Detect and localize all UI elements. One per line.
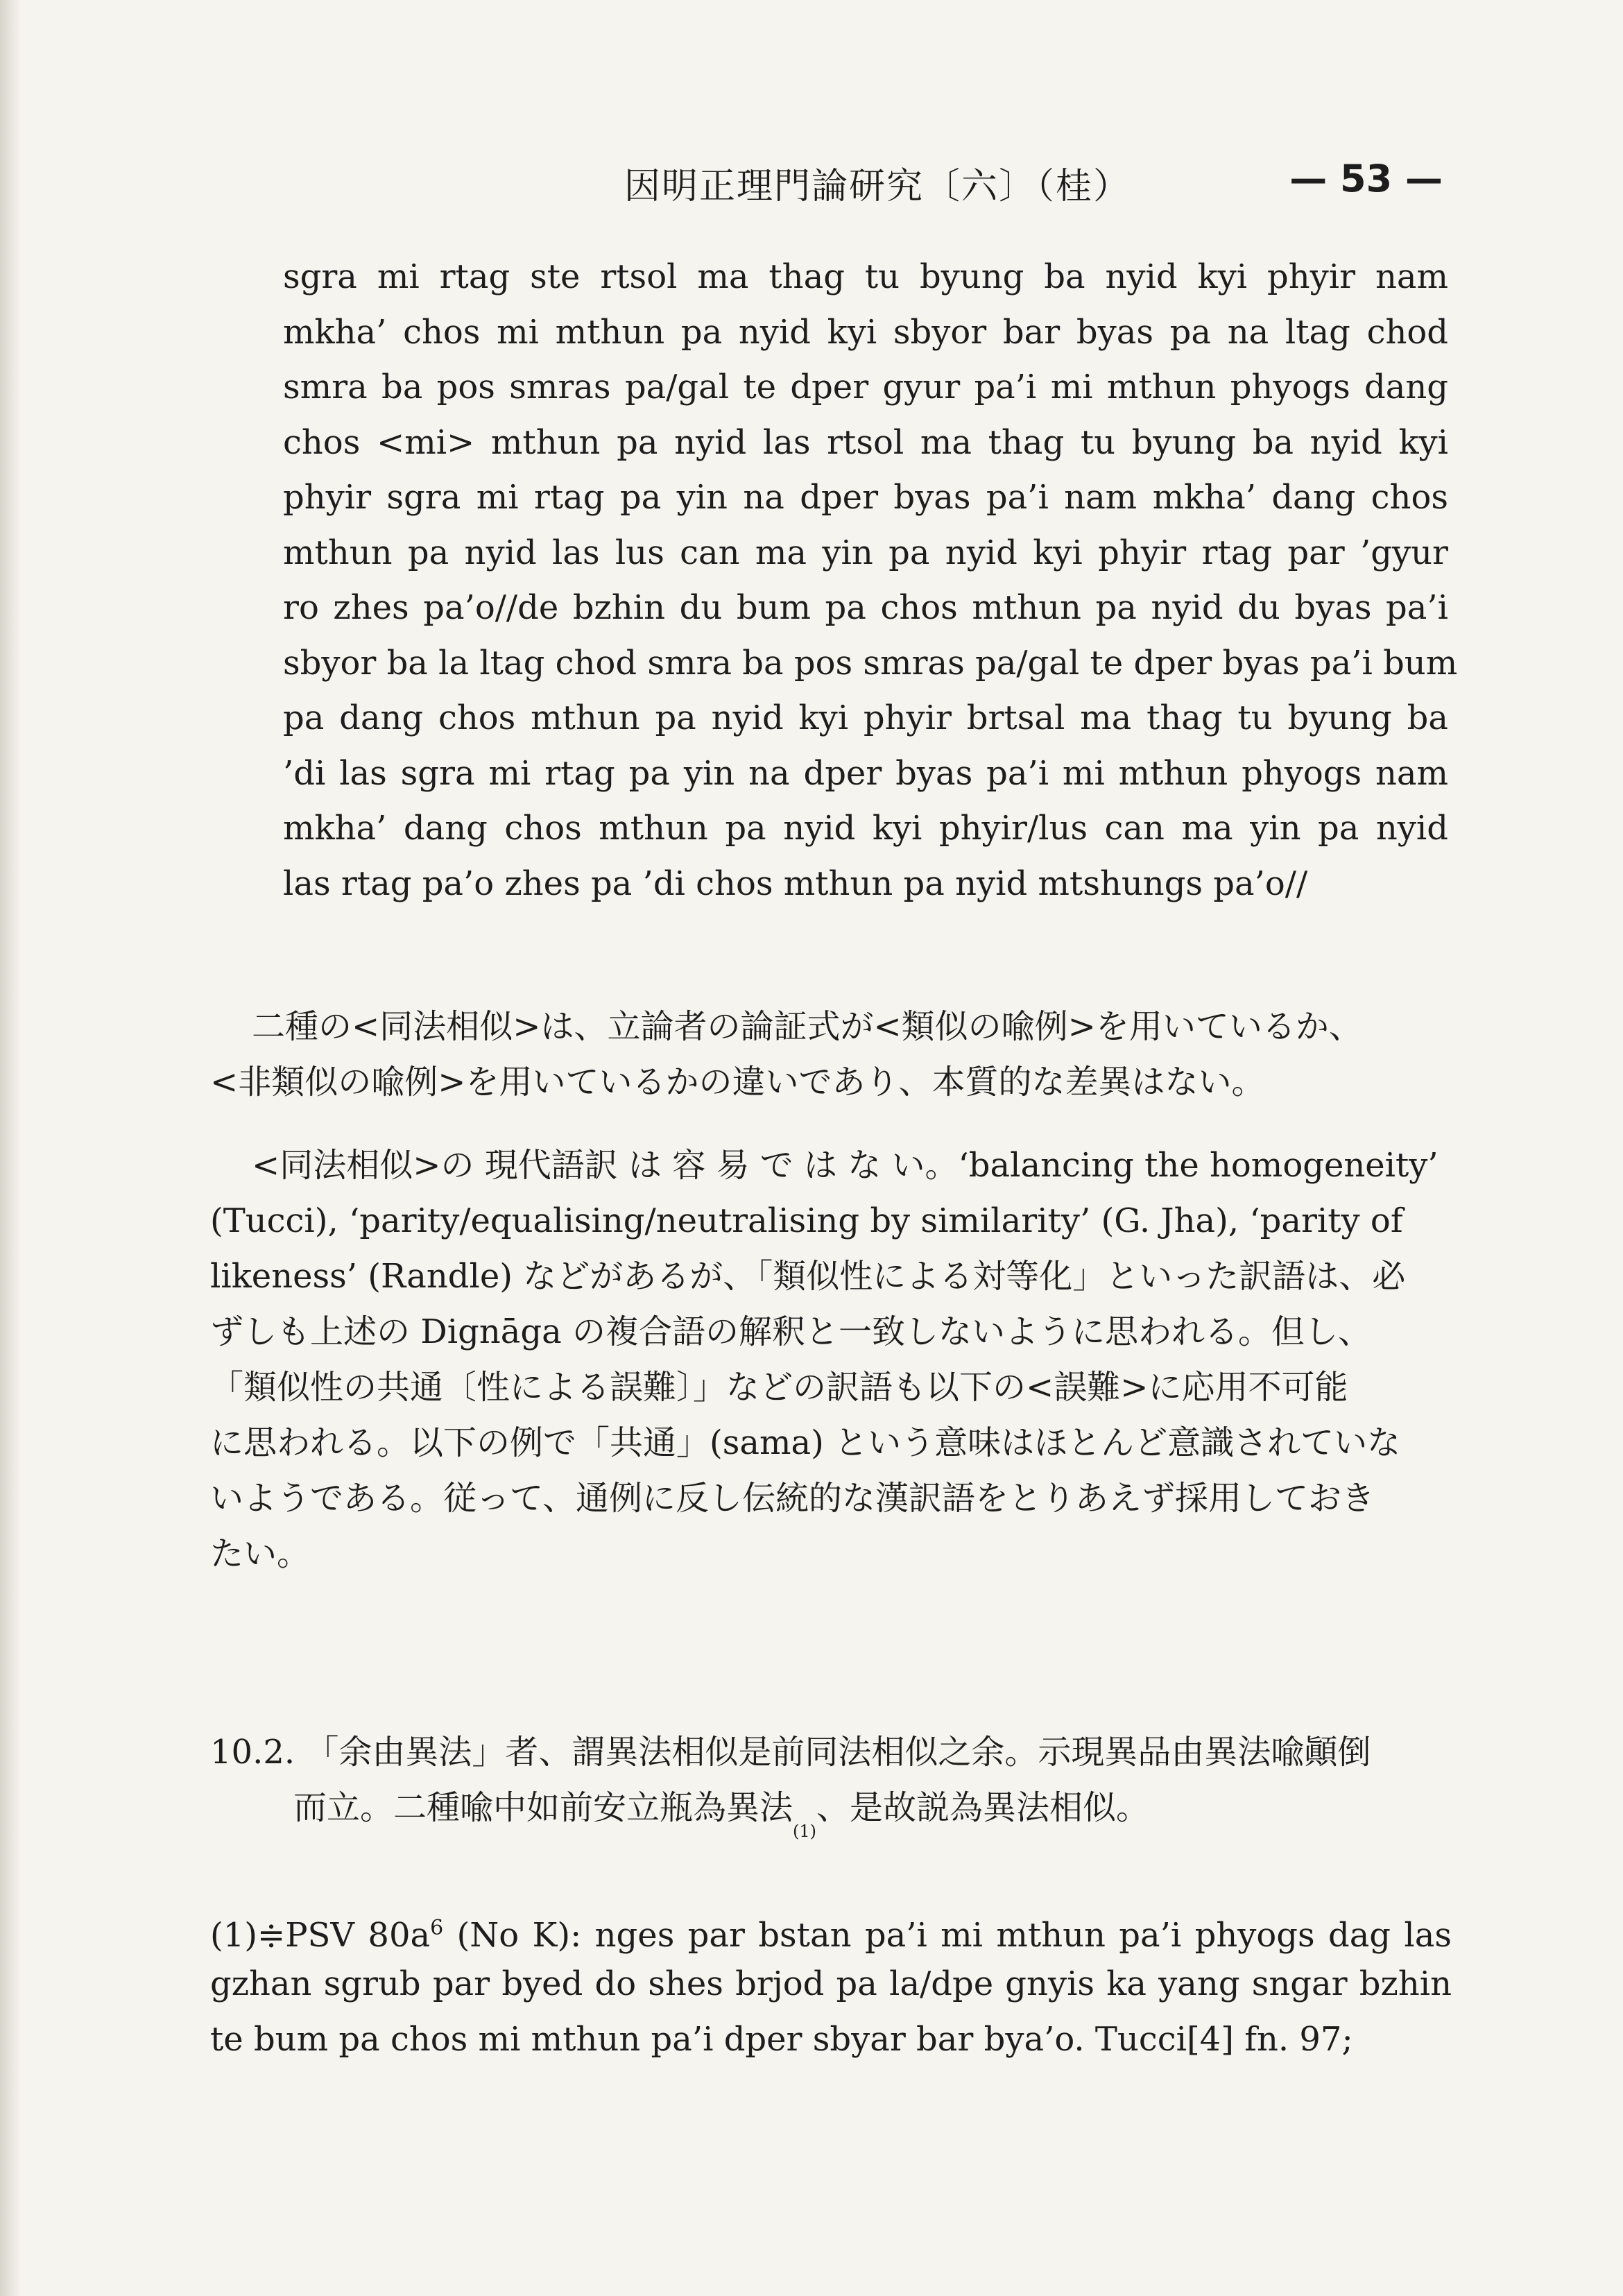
page-number: — 53 — xyxy=(1289,157,1443,200)
paragraph-line: (Tucci), ‘parity/equalising/neutralising by similarity’ (G. Jha), ‘parity of xyxy=(210,1201,1403,1240)
tibetan-line: smra ba pos smras pa/gal te dper gyur pa’i mi mthun phyogs dang xyxy=(283,368,1448,406)
paragraph-line: 「類似性の共通〔性による誤難〕」などの訳語も以下の<誤難>に応用不可能 xyxy=(210,1368,1348,1407)
paragraph-line: <同法相似>の 現代語訳 は 容 易 で は な い。‘balancing the homogeneity’ xyxy=(252,1146,1439,1185)
footnote-line xyxy=(210,1901,1452,1956)
section-line xyxy=(210,1780,1452,1841)
footnote-lead: (1)≑PSV 80a xyxy=(210,1916,431,1955)
paragraph-line: に思われる。以下の例で「共通」(sama) という意味はほとんど意識されていな xyxy=(210,1423,1401,1462)
paragraph-line: 二種の<同法相似>は、立論者の論証式が<類似の喩例>を用いているか、 xyxy=(252,1007,1362,1046)
paragraph-line: いようである。従って、通例に反し伝統的な漢訳語をとりあえず採用しておき xyxy=(210,1479,1375,1518)
tibetan-line: mkha’ chos mi mthun pa nyid kyi sbyor bar byas pa na ltag chod xyxy=(283,312,1448,352)
paragraph-line: <非類似の喩例>を用いているかの違いであり、本質的な差異はない。 xyxy=(210,1063,1265,1102)
running-title: 因明正理門論研究〔六〕（桂） xyxy=(624,166,1131,207)
section-text: 、是故説為異法相似。 xyxy=(816,1788,1150,1827)
footnote-text: (No K): nges par bstan pa’i mi mthun pa’i phyogs dag las xyxy=(443,1916,1452,1955)
tibetan-line: sgra mi rtag ste rtsol ma thag tu byung ba nyid kyi phyir nam xyxy=(283,257,1448,296)
paragraph-line: ずしも上述の Dignāga の複合語の解釈と一致しないように思われる。但し、 xyxy=(210,1312,1371,1351)
tibetan-line: sbyor ba la ltag chod smra ba pos smras pa/gal te dper byas pa’i bum xyxy=(283,643,1458,683)
footnote-line: te bum pa chos mi mthun pa’i dper sbyar bar bya’o. Tucci[4] fn. 97; xyxy=(210,2020,1353,2059)
section-text: 而立。二種喩中如前安立瓶為異法 xyxy=(293,1788,793,1827)
paragraph-2 xyxy=(210,1138,1452,1582)
tibetan-line: phyir sgra mi rtag pa yin na dper byas pa’i nam mkha’ dang chos xyxy=(283,478,1448,517)
tibetan-quotation xyxy=(283,250,1458,911)
tibetan-line: mkha’ dang chos mthun pa nyid kyi phyir/lus can ma yin pa nyid xyxy=(283,809,1448,848)
tibetan-line: ’di las sgra mi rtag pa yin na dper byas pa’i mi mthun phyogs nam xyxy=(283,753,1448,793)
page-spine-shadow xyxy=(0,0,21,2296)
section-line: 10.2. 「余由異法」者、謂異法相似是前同法相似之余。示現異品由異法喩顚倒 xyxy=(210,1733,1371,1772)
running-header xyxy=(624,157,1443,205)
paragraph-line: たい。 xyxy=(210,1534,311,1573)
footnote-superscript: 6 xyxy=(430,1916,444,1940)
tibetan-line: chos <mi> mthun pa nyid las rtsol ma thag tu byung ba nyid kyi xyxy=(283,422,1448,462)
section-10-2 xyxy=(210,1724,1452,1841)
tibetan-line: las rtag pa’o zhes pa ’di chos mthun pa nyid mtshungs pa’o// xyxy=(283,864,1308,903)
footnote-marker: (1) xyxy=(793,1822,817,1841)
tibetan-line: pa dang chos mthun pa nyid kyi phyir brtsal ma thag tu byung ba xyxy=(283,699,1448,737)
tibetan-line: mthun pa nyid las lus can ma yin pa nyid kyi phyir rtag par ’gyur xyxy=(283,533,1448,572)
tibetan-line: ro zhes pa’o//de bzhin du bum pa chos mthun pa nyid du byas pa’i xyxy=(283,588,1448,627)
footnote-line: gzhan sgrub par byed do shes brjod pa la/dpe gnyis ka yang sngar bzhin xyxy=(210,1964,1452,2003)
paragraph-line: likeness’ (Randle) などがあるが、「類似性による対等化」といった訳語は、必 xyxy=(210,1257,1406,1296)
footnote-1 xyxy=(210,1901,1452,2067)
paragraph-1 xyxy=(210,999,1452,1110)
